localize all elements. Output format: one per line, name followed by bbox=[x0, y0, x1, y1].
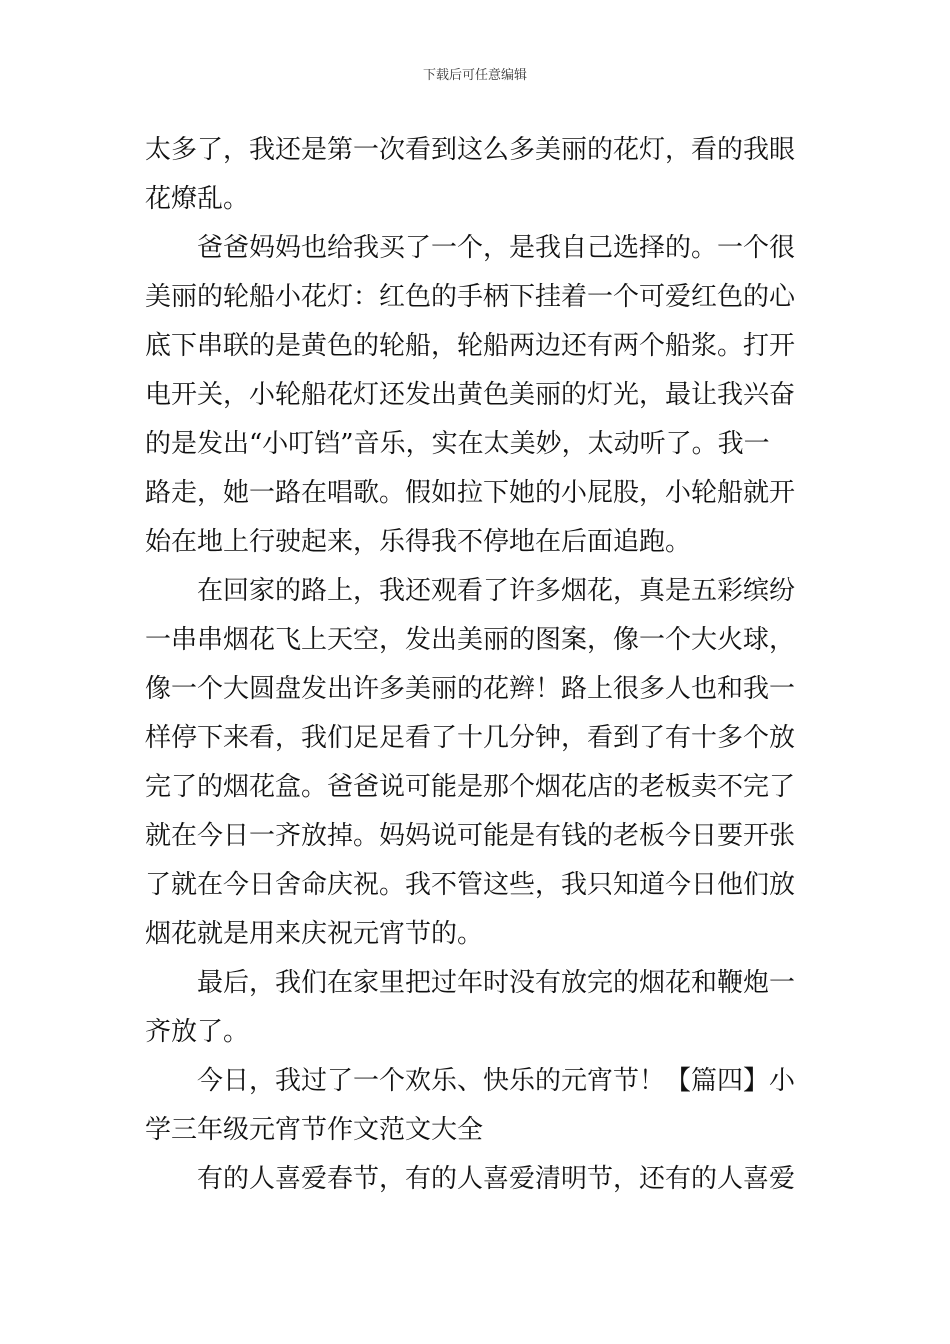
text-line: 完了的烟花盒。爸爸说可能是那个烟花店的老板卖不完了 bbox=[145, 772, 796, 802]
text-line: 一串串烟花飞上天空，发出美丽的图案，像一个大火球， bbox=[145, 625, 796, 655]
text-line: 像一个大圆盘发出许多美丽的花辫！路上很多人也和我一 bbox=[145, 674, 796, 704]
text-line: 美丽的轮船小花灯：红色的手柄下挂着一个可爱红色的心 bbox=[145, 282, 796, 312]
text-line: 始在地上行驶起来，乐得我不停地在后面追跑。 bbox=[145, 527, 692, 557]
text-line: 学三年级元宵节作文范文大全 bbox=[145, 1115, 484, 1145]
text-line: 路走，她一路在唱歌。假如拉下她的小屁股，小轮船就开 bbox=[145, 478, 796, 508]
paragraph-start-line: 有的人喜爱春节，有的人喜爱清明节，还有的人喜爱 bbox=[197, 1164, 796, 1194]
text-line: 太多了，我还是第一次看到这么多美丽的花灯，看的我眼 bbox=[145, 135, 796, 165]
text-line: 的是发出“小叮铛”音乐，实在太美妙，太动听了。我一 bbox=[145, 429, 770, 459]
text-line: 样停下来看，我们足足看了十几分钟，看到了有十多个放 bbox=[145, 723, 796, 753]
page-header-note: 下载后可任意编辑 bbox=[422, 68, 527, 83]
text-line: 就在今日一齐放掉。妈妈说可能是有钱的老板今日要开张 bbox=[145, 821, 796, 851]
text-line: 齐放了。 bbox=[145, 1017, 250, 1047]
paragraph-start-line: 爸爸妈妈也给我买了一个，是我自己选择的。一个很 bbox=[197, 233, 796, 263]
paragraph-start-line: 在回家的路上，我还观看了许多烟花，真是五彩缤纷 bbox=[197, 576, 796, 606]
text-line: 烟花就是用来庆祝元宵节的。 bbox=[145, 919, 484, 949]
text-line: 花燎乱。 bbox=[145, 184, 250, 214]
text-line: 底下串联的是黄色的轮船，轮船两边还有两个船浆。打开 bbox=[145, 331, 796, 361]
text-line: 了就在今日舍命庆祝。我不管这些，我只知道今日他们放 bbox=[145, 870, 796, 900]
paragraph-start-line: 最后，我们在家里把过年时没有放完的烟花和鞭炮一 bbox=[197, 968, 796, 998]
paragraph-start-line: 今日，我过了一个欢乐、快乐的元宵节！【篇四】小 bbox=[197, 1066, 796, 1096]
document-body bbox=[145, 126, 809, 1204]
text-line: 电开关，小轮船花灯还发出黄色美丽的灯光，最让我兴奋 bbox=[145, 380, 796, 410]
